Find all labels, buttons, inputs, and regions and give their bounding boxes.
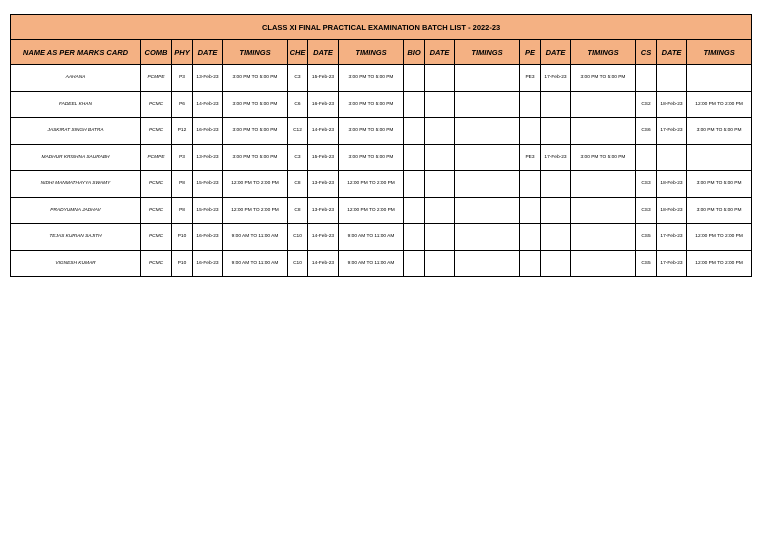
cell-cs-date <box>657 144 687 171</box>
cell-pe <box>520 250 541 277</box>
cell-che: C3 <box>288 65 308 92</box>
cell-pe-date <box>541 171 571 198</box>
cell-phy: P10 <box>172 250 193 277</box>
cell-cs-date: 17-Feb-23 <box>657 250 687 277</box>
cell-pe <box>520 171 541 198</box>
cell-bio-date <box>425 91 455 118</box>
cell-pe <box>520 197 541 224</box>
cell-bio <box>404 118 425 145</box>
cell-phy: P8 <box>172 171 193 198</box>
cell-phy-date: 14-Feb-23 <box>193 91 223 118</box>
cell-pe-timings <box>571 250 636 277</box>
cell-che: C3 <box>288 144 308 171</box>
cell-pe <box>520 224 541 251</box>
cell-che-date: 14-Feb-23 <box>308 250 339 277</box>
header-comb: COMB <box>141 40 172 65</box>
header-phy: PHY <box>172 40 193 65</box>
cell-name: NIDHI MANMATHAYYA SWAMY <box>11 171 141 198</box>
header-pe-timings: TIMINGS <box>571 40 636 65</box>
cell-cs-timings: 3:00 PM TO 5:00 PM <box>687 171 752 198</box>
table-row <box>11 197 752 224</box>
cell-che-date: 14-Feb-23 <box>308 118 339 145</box>
cell-comb: PCMC <box>141 197 172 224</box>
cell-pe: PE3 <box>520 144 541 171</box>
table-row <box>11 65 752 92</box>
cell-pe-date <box>541 118 571 145</box>
cell-phy-timings: 9:00 AM TO 11:00 AM <box>223 224 288 251</box>
cell-cs-timings: 3:00 PM TO 5:00 PM <box>687 197 752 224</box>
sheet-title: CLASS XI FINAL PRACTICAL EXAMINATION BATCH LIST - 2022-23 <box>11 15 752 40</box>
cell-bio-date <box>425 171 455 198</box>
cell-cs <box>636 65 657 92</box>
cell-che-timings: 3:00 PM TO 5:00 PM <box>339 65 404 92</box>
table-row <box>11 91 752 118</box>
header-pe: PE <box>520 40 541 65</box>
header-bio-timings: TIMINGS <box>455 40 520 65</box>
cell-bio-date <box>425 144 455 171</box>
cell-phy-timings: 3:00 PM TO 5:00 PM <box>223 144 288 171</box>
header-che: CHE <box>288 40 308 65</box>
cell-cs: CS3 <box>636 171 657 198</box>
cell-comb: PCMC <box>141 118 172 145</box>
cell-che-timings: 3:00 PM TO 5:00 PM <box>339 91 404 118</box>
cell-bio-date <box>425 197 455 224</box>
cell-name: VIGNESH KUMAR <box>11 250 141 277</box>
header-che-date: DATE <box>308 40 339 65</box>
cell-pe-date: 17-Feb-23 <box>541 65 571 92</box>
cell-bio-date <box>425 65 455 92</box>
cell-cs-timings <box>687 144 752 171</box>
cell-cs-timings: 12:00 PM TO 2:00 PM <box>687 250 752 277</box>
cell-che-timings: 12:00 PM TO 2:00 PM <box>339 171 404 198</box>
header-bio-date: DATE <box>425 40 455 65</box>
cell-pe-timings: 3:00 PM TO 5:00 PM <box>571 144 636 171</box>
cell-pe-date <box>541 91 571 118</box>
cell-che: C8 <box>288 197 308 224</box>
cell-bio-date <box>425 250 455 277</box>
cell-phy-date: 16-Feb-23 <box>193 224 223 251</box>
cell-che-timings: 9:00 AM TO 11:00 AM <box>339 224 404 251</box>
cell-phy-timings: 3:00 PM TO 5:00 PM <box>223 118 288 145</box>
cell-che: C6 <box>288 91 308 118</box>
table-row <box>11 144 752 171</box>
cell-pe-timings <box>571 171 636 198</box>
cell-cs-date: 18-Feb-23 <box>657 91 687 118</box>
cell-bio-date <box>425 224 455 251</box>
cell-bio <box>404 224 425 251</box>
cell-cs-timings <box>687 65 752 92</box>
cell-phy-date: 15-Feb-23 <box>193 171 223 198</box>
cell-phy-timings: 12:00 PM TO 2:00 PM <box>223 171 288 198</box>
cell-phy-date: 13-Feb-23 <box>193 144 223 171</box>
cell-cs: CS5 <box>636 250 657 277</box>
cell-cs: CS6 <box>636 118 657 145</box>
header-che-timings: TIMINGS <box>339 40 404 65</box>
cell-comb: PCMPE <box>141 65 172 92</box>
header-cs-timings: TIMINGS <box>687 40 752 65</box>
cell-name: MADHUR KRISHNA SAURABH <box>11 144 141 171</box>
cell-cs-date: 18-Feb-23 <box>657 197 687 224</box>
cell-pe-date <box>541 250 571 277</box>
cell-name: TEJAS KURIAN SAJITH <box>11 224 141 251</box>
cell-bio-timings <box>455 197 520 224</box>
header-name: NAME AS PER MARKS CARD <box>11 40 141 65</box>
header-row <box>11 40 752 65</box>
cell-comb: PCMC <box>141 171 172 198</box>
cell-bio <box>404 91 425 118</box>
cell-phy-date: 15-Feb-23 <box>193 197 223 224</box>
cell-bio-timings <box>455 144 520 171</box>
cell-che-timings: 9:00 AM TO 11:00 AM <box>339 250 404 277</box>
header-bio: BIO <box>404 40 425 65</box>
cell-che-date: 16-Feb-23 <box>308 91 339 118</box>
header-cs: CS <box>636 40 657 65</box>
cell-name: FADEEL KHAN <box>11 91 141 118</box>
cell-phy: P3 <box>172 65 193 92</box>
header-pe-date: DATE <box>541 40 571 65</box>
cell-che-date: 15-Feb-23 <box>308 144 339 171</box>
cell-comb: PCMPE <box>141 144 172 171</box>
cell-pe-date: 17-Feb-23 <box>541 144 571 171</box>
cell-cs-timings: 12:00 PM TO 2:00 PM <box>687 224 752 251</box>
cell-pe <box>520 91 541 118</box>
cell-phy: P10 <box>172 224 193 251</box>
cell-pe: PE3 <box>520 65 541 92</box>
cell-comb: PCMC <box>141 224 172 251</box>
cell-pe-timings: 3:00 PM TO 5:00 PM <box>571 65 636 92</box>
cell-che-timings: 3:00 PM TO 5:00 PM <box>339 144 404 171</box>
cell-pe-date <box>541 224 571 251</box>
cell-phy-timings: 3:00 PM TO 5:00 PM <box>223 91 288 118</box>
cell-phy: P6 <box>172 91 193 118</box>
cell-pe-timings <box>571 224 636 251</box>
cell-comb: PCMC <box>141 250 172 277</box>
cell-pe-timings <box>571 118 636 145</box>
cell-bio-timings <box>455 250 520 277</box>
cell-bio-timings <box>455 224 520 251</box>
cell-name: PRADYUMNA JADHAV <box>11 197 141 224</box>
cell-name: AAHANA <box>11 65 141 92</box>
cell-cs: CS2 <box>636 91 657 118</box>
batch-list-table <box>10 14 752 277</box>
cell-che: C12 <box>288 118 308 145</box>
cell-name: JASKIRAT SINGH BATRA <box>11 118 141 145</box>
cell-pe <box>520 118 541 145</box>
cell-che: C10 <box>288 250 308 277</box>
cell-phy-timings: 12:00 PM TO 2:00 PM <box>223 197 288 224</box>
cell-cs-date: 17-Feb-23 <box>657 118 687 145</box>
cell-bio <box>404 250 425 277</box>
cell-che-timings: 3:00 PM TO 5:00 PM <box>339 118 404 145</box>
cell-che: C8 <box>288 171 308 198</box>
cell-che-date: 13-Feb-23 <box>308 171 339 198</box>
cell-bio-timings <box>455 118 520 145</box>
header-cs-date: DATE <box>657 40 687 65</box>
title-row <box>11 15 752 40</box>
cell-bio <box>404 65 425 92</box>
cell-cs-timings: 12:00 PM TO 2:00 PM <box>687 91 752 118</box>
cell-bio-timings <box>455 171 520 198</box>
cell-phy: P8 <box>172 197 193 224</box>
header-phy-timings: TIMINGS <box>223 40 288 65</box>
cell-cs-date <box>657 65 687 92</box>
header-phy-date: DATE <box>193 40 223 65</box>
cell-phy-date: 16-Feb-23 <box>193 118 223 145</box>
cell-bio <box>404 144 425 171</box>
cell-che-date: 13-Feb-23 <box>308 197 339 224</box>
cell-bio <box>404 171 425 198</box>
cell-che: C10 <box>288 224 308 251</box>
cell-cs-date: 17-Feb-23 <box>657 224 687 251</box>
cell-che-date: 15-Feb-23 <box>308 65 339 92</box>
cell-cs <box>636 144 657 171</box>
table-row <box>11 118 752 145</box>
cell-pe-timings <box>571 91 636 118</box>
table-row <box>11 224 752 251</box>
cell-bio-date <box>425 118 455 145</box>
cell-cs: CS3 <box>636 197 657 224</box>
cell-che-timings: 12:00 PM TO 2:00 PM <box>339 197 404 224</box>
cell-phy-date: 13-Feb-23 <box>193 65 223 92</box>
cell-bio-timings <box>455 91 520 118</box>
cell-cs-timings: 3:00 PM TO 5:00 PM <box>687 118 752 145</box>
cell-phy-timings: 9:00 AM TO 11:00 AM <box>223 250 288 277</box>
cell-pe-date <box>541 197 571 224</box>
cell-bio-timings <box>455 65 520 92</box>
table-row <box>11 250 752 277</box>
table-row <box>11 171 752 198</box>
cell-phy: P12 <box>172 118 193 145</box>
cell-comb: PCMC <box>141 91 172 118</box>
cell-phy-timings: 3:00 PM TO 5:00 PM <box>223 65 288 92</box>
cell-bio <box>404 197 425 224</box>
cell-phy: P3 <box>172 144 193 171</box>
cell-pe-timings <box>571 197 636 224</box>
cell-phy-date: 16-Feb-23 <box>193 250 223 277</box>
cell-che-date: 14-Feb-23 <box>308 224 339 251</box>
cell-cs-date: 18-Feb-23 <box>657 171 687 198</box>
cell-cs: CS5 <box>636 224 657 251</box>
